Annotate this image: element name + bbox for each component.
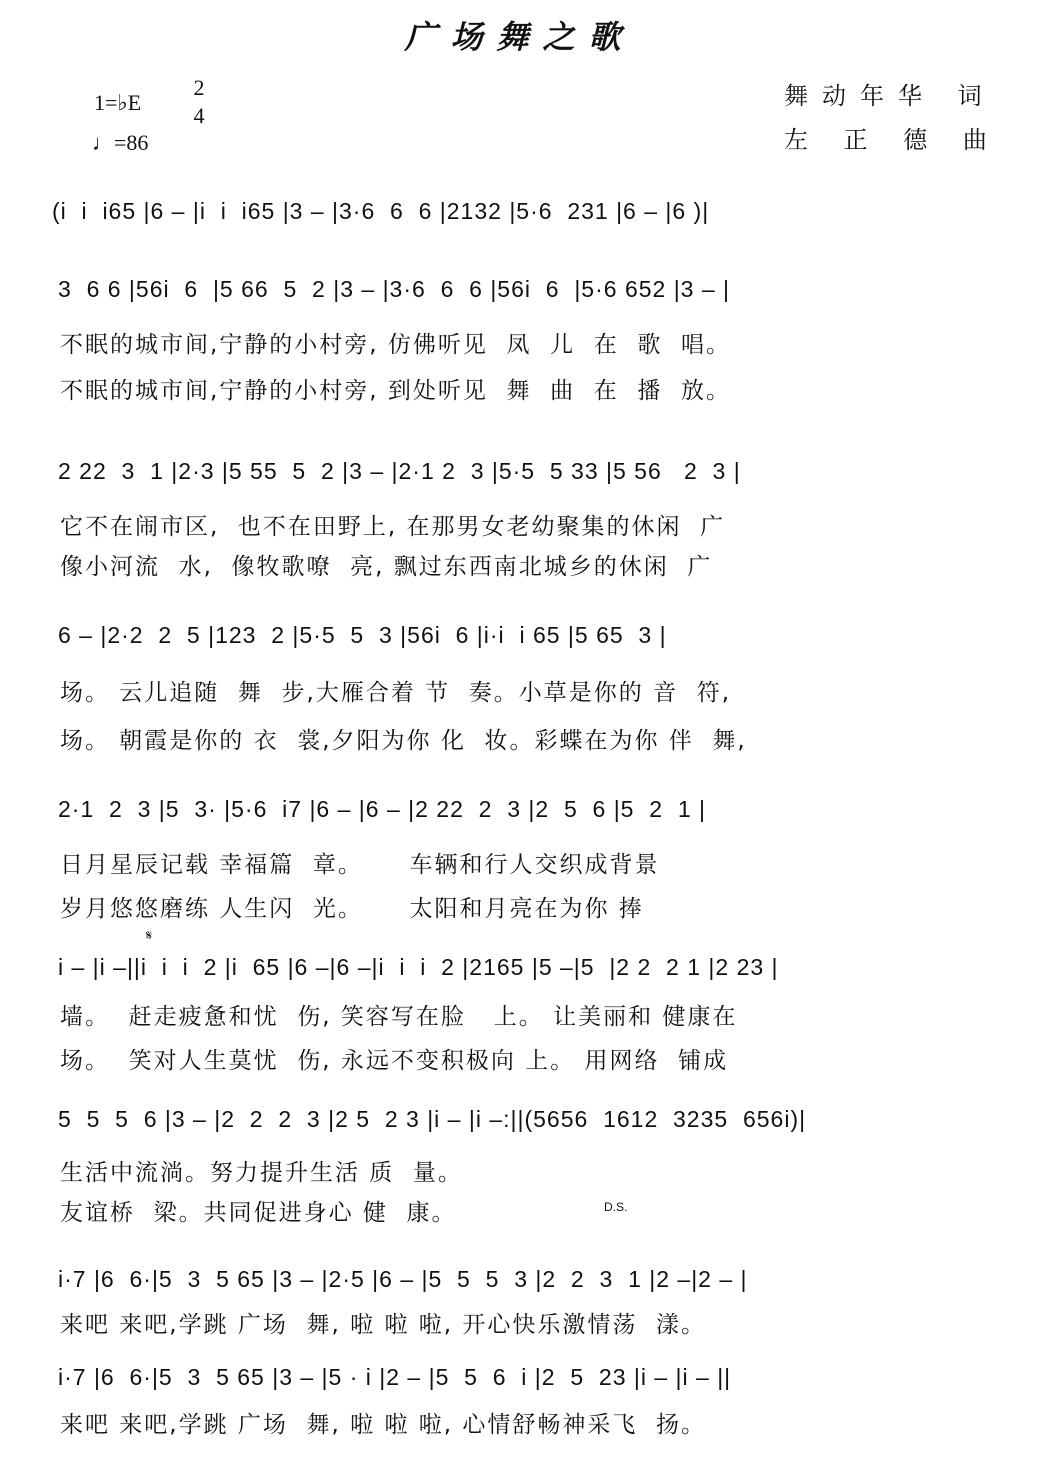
lyric-line-5-verse-2: 场。 笑对人生莫忧 伤, 永远不变积极向 上。 用网络 铺成 xyxy=(60,1048,729,1074)
segno-sign: 𝄋 xyxy=(146,928,153,944)
lyric-line-1-verse-2: 不眠的城市间,宁静的小村旁, 到处听见 舞 曲 在 播 放。 xyxy=(60,378,732,404)
lyric-line-4-verse-1: 日月星辰记载 幸福篇 章。 车辆和行人交织成背景 xyxy=(60,852,660,878)
lyric-line-2-verse-1: 它不在闹市区, 也不在田野上, 在那男女老幼聚集的休闲 广 xyxy=(60,514,726,540)
lyric-line-3-verse-2: 场。 朝霞是你的 衣 裳,夕阳为你 化 妆。彩蝶在为你 伴 舞, xyxy=(60,728,747,754)
tempo-marking: ♩=86 xyxy=(92,130,149,155)
notation-line-6: 5 5 5 6 |3 – |2 2 2 3 |2 5 2 3 |i – |i –:||(5656 1612 3235 656i)| xyxy=(58,1106,807,1132)
composer-credit: 左 正 德 曲 xyxy=(784,126,1001,154)
time-signature-top: 2 xyxy=(193,75,205,100)
notation-line-7: i·7 |6 6·|5 3 5 65 |3 – |2·5 |6 – |5 5 5 3 |2 2 3 1 |2 –|2 – | xyxy=(58,1266,748,1292)
lyric-line-6-verse-1: 生活中流淌。努力提升生活 质 量。 xyxy=(60,1160,463,1186)
lyric-line-4-verse-2: 岁月悠悠磨练 人生闪 光。 太阳和月亮在为你 捧 xyxy=(60,896,644,922)
dal-segno-mark: D.S. xyxy=(604,1200,628,1214)
lyric-line-7: 来吧 来吧,学跳 广场 舞, 啦 啦 啦, 开心快乐激情荡 漾。 xyxy=(60,1312,707,1338)
notation-line-2: 2 22 3 1 |2·3 |5 55 5 2 |3 – |2·1 2 3 |5·5 5 33 |5 56 2 3 | xyxy=(58,458,741,484)
lyric-line-3-verse-1: 场。 云儿追随 舞 步,大雁合着 节 奏。小草是你的 音 符, xyxy=(60,680,732,706)
intro-notation: (i i i65 |6 – |i i i65 |3 – |3·6 6 6 |2132 |5·6 231 |6 – |6 )| xyxy=(52,198,710,224)
lyric-line-2-verse-2: 像小河流 水, 像牧歌嘹 亮, 飘过东西南北城乡的休闲 广 xyxy=(60,554,713,580)
notation-line-8: i·7 |6 6·|5 3 5 65 |3 – |5 · i |2 – |5 5 6 i |2 5 23 |i – |i – || xyxy=(58,1364,732,1390)
notation-line-4: 2·1 2 3 |5 3· |5·6 i7 |6 – |6 – |2 22 2 3 |2 5 6 |5 2 1 | xyxy=(58,796,706,822)
key-signature: 1=♭E xyxy=(94,90,142,115)
time-signature-bottom: 4 xyxy=(193,103,205,128)
song-title: 广场舞之歌 xyxy=(404,18,635,56)
lyric-line-1-verse-1: 不眠的城市间,宁静的小村旁, 仿佛听见 凤 儿 在 歌 唱。 xyxy=(60,332,732,358)
lyric-line-6-verse-2: 友谊桥 梁。共同促进身心 健 康。 xyxy=(60,1200,457,1226)
notation-line-5: i – |i –||i i i 2 |i 65 |6 –|6 –|i i i 2 |2165 |5 –|5 |2 2 2 1 |2 23 | xyxy=(58,954,779,980)
notation-line-3: 6 – |2·2 2 5 |123 2 |5·5 5 3 |56i 6 |i·i i 65 |5 65 3 | xyxy=(58,622,667,648)
lyric-line-5-verse-1: 墙。 赶走疲惫和忧 伤, 笑容写在脸 上。 让美丽和 健康在 xyxy=(60,1004,738,1030)
notation-line-1: 3 6 6 |56i 6 |5 66 5 2 |3 – |3·6 6 6 |56i 6 |5·6 652 |3 – | xyxy=(58,276,731,302)
lyricist-credit: 舞动年华 词 xyxy=(784,82,996,110)
lyric-line-8: 来吧 来吧,学跳 广场 舞, 啦 啦 啦, 心情舒畅神采飞 扬。 xyxy=(60,1412,707,1438)
